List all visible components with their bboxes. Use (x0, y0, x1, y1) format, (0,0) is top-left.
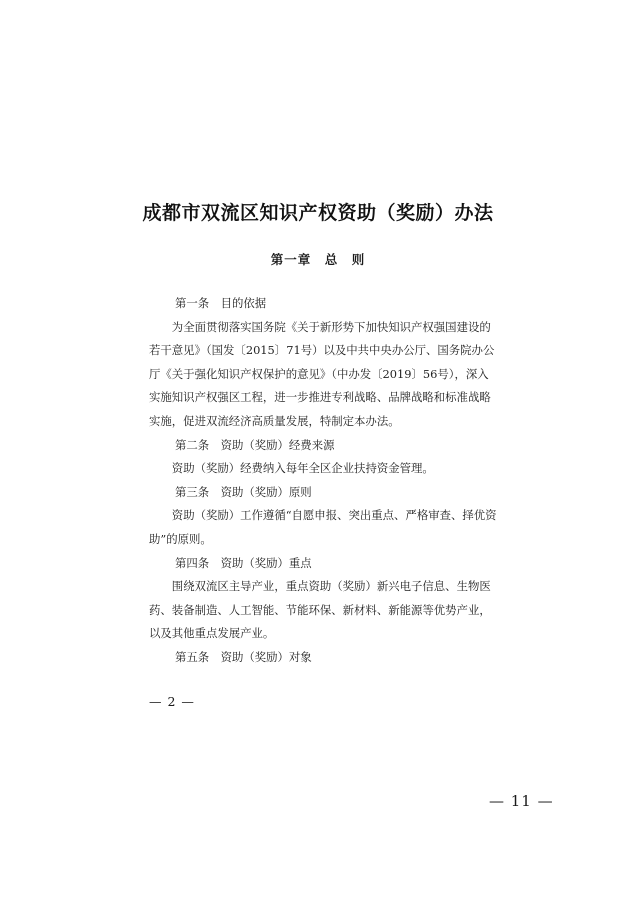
article-heading: 第五条 资助（奖励）对象 (175, 649, 312, 664)
article-paragraph: 为全面贯彻落实国务院《关于新形势下加快知识产权强国建设的若干意见》（国发〔2015〕71号）以及中共中央办公厅、国务院办公厅《关于强化知识产权保护的意见》（中办发〔2019〕56号），深入实施知识产权强区工程，进一步推进专利战略、品牌战略和标准战略实施，促进双流经济高质量发展，特制定本办法。 (149, 319, 495, 428)
document-title: 成都市双流区知识产权资助（奖励）办法 (142, 202, 494, 224)
chapter-heading: 第一章 总 则 (270, 252, 366, 267)
article-heading: 第二条 资助（奖励）经费来源 (175, 437, 335, 452)
inner-page-number: — 2 — (149, 694, 195, 709)
article-paragraph: 资助（奖励）工作遵循“自愿申报、突出重点、严格审查、择优资助”的原则。 (149, 508, 497, 546)
article-heading: 第四条 资助（奖励）重点 (175, 555, 312, 570)
document-body (149, 292, 499, 670)
article-paragraph: 资助（奖励）经费纳入每年全区企业扶持资金管理。 (171, 461, 434, 476)
article-heading: 第一条 目的依据 (175, 296, 267, 310)
article-paragraph: 围绕双流区主导产业，重点资助（奖励）新兴电子信息、生物医药、装备制造、人工智能、节能环保、新材料、新能源等优势产业，以及其他重点发展产业。 (149, 579, 491, 641)
outer-page-number: — 11 — (489, 792, 554, 810)
article-heading: 第三条 资助（奖励）原则 (175, 484, 312, 499)
